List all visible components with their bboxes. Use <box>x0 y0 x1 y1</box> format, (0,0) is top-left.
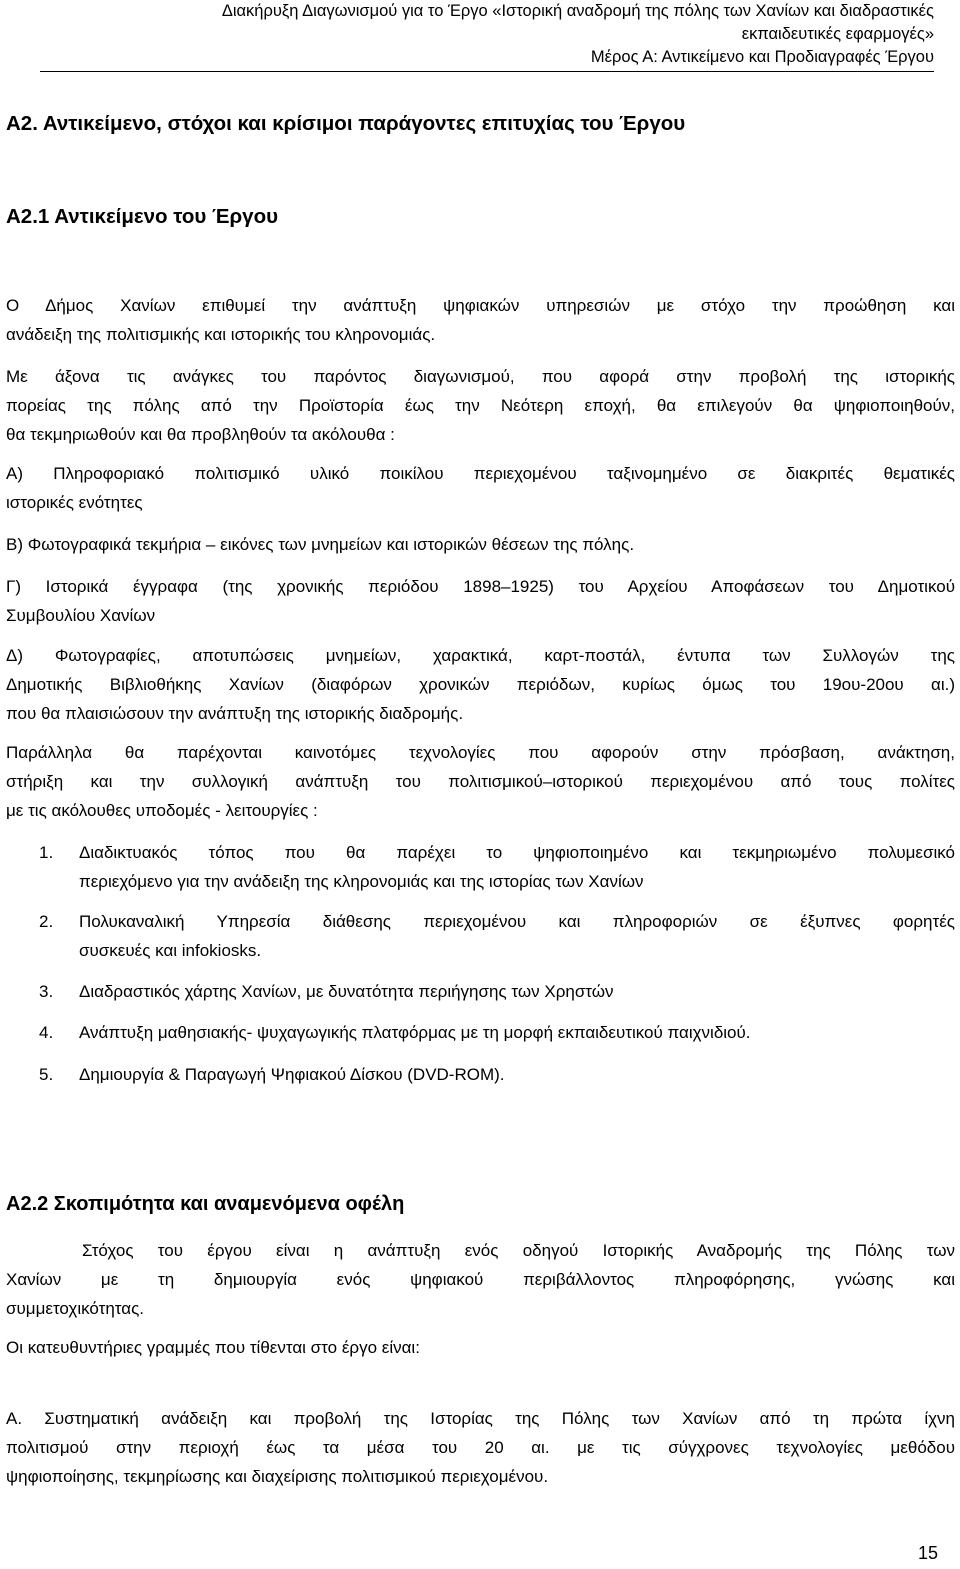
section-a2-title: Α2. Αντικείμενο, στόχοι και κρίσιμοι παράγοντες επιτυχίας του Έργου <box>6 112 686 135</box>
text-line: Με άξονα τις ανάγκες του παρόντος διαγωνισμού, που αφορά στην προβολή της ιστορικής <box>6 367 955 386</box>
text-line: Δημιουργία & Παραγωγή Ψηφιακού Δίσκου (DVD-ROM). <box>79 1065 505 1084</box>
text-line: πορείας της πόλης από την Προϊστορία έως την Νεότερη εποχή, θα επιλεγούν θα ψηφιοποιηθούν, <box>6 396 955 415</box>
text-line: Παράλληλα θα παρέχονται καινοτόμες τεχνολογίες που αφορούν στην πρόσβαση, ανάκτηση, <box>6 743 955 762</box>
text-line: περιεχόμενο για την ανάδειξη της κληρονομιάς και της ιστορίας των Χανίων <box>79 872 644 891</box>
text-line: Συμβουλίου Χανίων <box>6 606 156 625</box>
text-line: Διαδικτυακός τόπος που θα παρέχει το ψηφιοποιημένο και τεκμηριωμένο πολυμεσικό <box>79 843 955 862</box>
text-line: Γ) Ιστορικά έγγραφα (της χρονικής περιόδου 1898–1925) του Αρχείου Αποφάσεων του Δημοτικού <box>6 577 955 596</box>
item-d <box>6 641 955 728</box>
text-line: Ο Δήμος Χανίων επιθυμεί την ανάπτυξη ψηφιακών υπηρεσιών με στόχο την προώθηση και <box>6 296 955 315</box>
paragraph-intro <box>6 291 955 349</box>
text-line: Ανάπτυξη μαθησιακής- ψυχαγωγικής πλατφόρμας με τη μορφή εκπαιδευτικού παιχνιδιού. <box>79 1023 751 1042</box>
text-line: Δημοτικής Βιβλιοθήκης Χανίων (διαφόρων χρονικών περιόδων, κυρίως όμως του 19ου-20ου αι.) <box>6 675 955 694</box>
paragraph-guidelines: Οι κατευθυντήριες γραμμές που τίθενται στο έργο είναι: <box>6 1338 420 1357</box>
header-line-2: εκπαιδευτικές εφαρμογές» <box>741 25 934 43</box>
list-number: 5. <box>39 1065 54 1084</box>
text-line: πολιτισμού στην περιοχή έως τα μέσα του 20 αι. με τις σύγχρονες τεχνολογίες μεθόδου <box>6 1438 955 1457</box>
text-line: στήριξη και την συλλογική ανάπτυξη του πολιτισμικού–ιστορικού περιεχομένου από τους πολίτες <box>6 772 955 791</box>
text-line: συσκευές και infokiosks. <box>79 941 262 960</box>
header-line-3: Μέρος Α: Αντικείμενο και Προδιαγραφές Έργου <box>590 48 934 66</box>
section-a22-title: Α2.2 Σκοπιμότητα και αναμενόμενα οφέλη <box>6 1193 405 1215</box>
item-c <box>6 572 955 630</box>
item-b: Β) Φωτογραφικά τεκμήρια – εικόνες των μνημείων και ιστορικών θέσεων της πόλης. <box>6 535 635 554</box>
text-line: που θα πλαισιώσουν την ανάπτυξη της ιστορικής διαδρομής. <box>6 704 464 723</box>
text-line: ψηφιοποίησης, τεκμηρίωσης και διαχείρισης πολιτισμικού περιεχομένου. <box>6 1467 549 1486</box>
text-line: με τις ακόλουθες υποδομές - λειτουργίες : <box>6 801 318 820</box>
list-number: 2. <box>39 912 54 931</box>
header-line-1: Διακήρυξη Διαγωνισμού για το Έργο «Ιστορική αναδρομή της πόλης των Χανίων και διαδραστικές <box>221 2 934 20</box>
text-line: ιστορικές ενότητες <box>6 493 143 512</box>
text-line: ανάδειξη της πολιτισμικής και ιστορικής του κληρονομιάς. <box>6 325 436 344</box>
list-number: 3. <box>39 982 54 1001</box>
paragraph-axis <box>6 362 955 449</box>
text-line: θα τεκμηριωθούν και θα προβληθούν τα ακόλουθα : <box>6 425 395 444</box>
list-number: 4. <box>39 1023 54 1042</box>
paragraph-innovation <box>6 738 955 825</box>
text-line: Διαδραστικός χάρτης Χανίων, με δυνατότητα περιήγησης των Χρηστών <box>79 982 614 1001</box>
text-line: Πολυκαναλική Υπηρεσία διάθεσης περιεχομένου και πληροφοριών σε έξυπνες φορητές <box>79 912 955 931</box>
page-number: 15 <box>917 1543 938 1563</box>
text-line: συμμετοχικότητας. <box>6 1299 145 1318</box>
list-number: 1. <box>39 843 54 862</box>
text-line: Δ) Φωτογραφίες, αποτυπώσεις μνημείων, χαρακτικά, καρτ-ποστάλ, έντυπα των Συλλογών της <box>6 646 955 665</box>
item-a <box>6 459 955 517</box>
text-line: Στόχος του έργου είναι η ανάπτυξη ενός οδηγού Ιστορικής Αναδρομής της Πόλης των <box>82 1241 955 1260</box>
section-a21-title: Α2.1 Αντικείμενο του Έργου <box>6 205 279 228</box>
paragraph-guideline-a <box>6 1404 955 1491</box>
paragraph-goal <box>6 1236 955 1323</box>
text-line: Α) Πληροφοριακό πολιτισμικό υλικό ποικίλου περιεχομένου ταξινομημένο σε διακριτές θεματικές <box>6 464 955 483</box>
text-line: Χανίων με τη δημιουργία ενός ψηφιακού περιβάλλοντος πληροφόρησης, γνώσης και <box>6 1270 955 1289</box>
text-line: Α. Συστηματική ανάδειξη και προβολή της Ιστορίας της Πόλης των Χανίων από τη πρώτα ίχνη <box>6 1409 955 1428</box>
